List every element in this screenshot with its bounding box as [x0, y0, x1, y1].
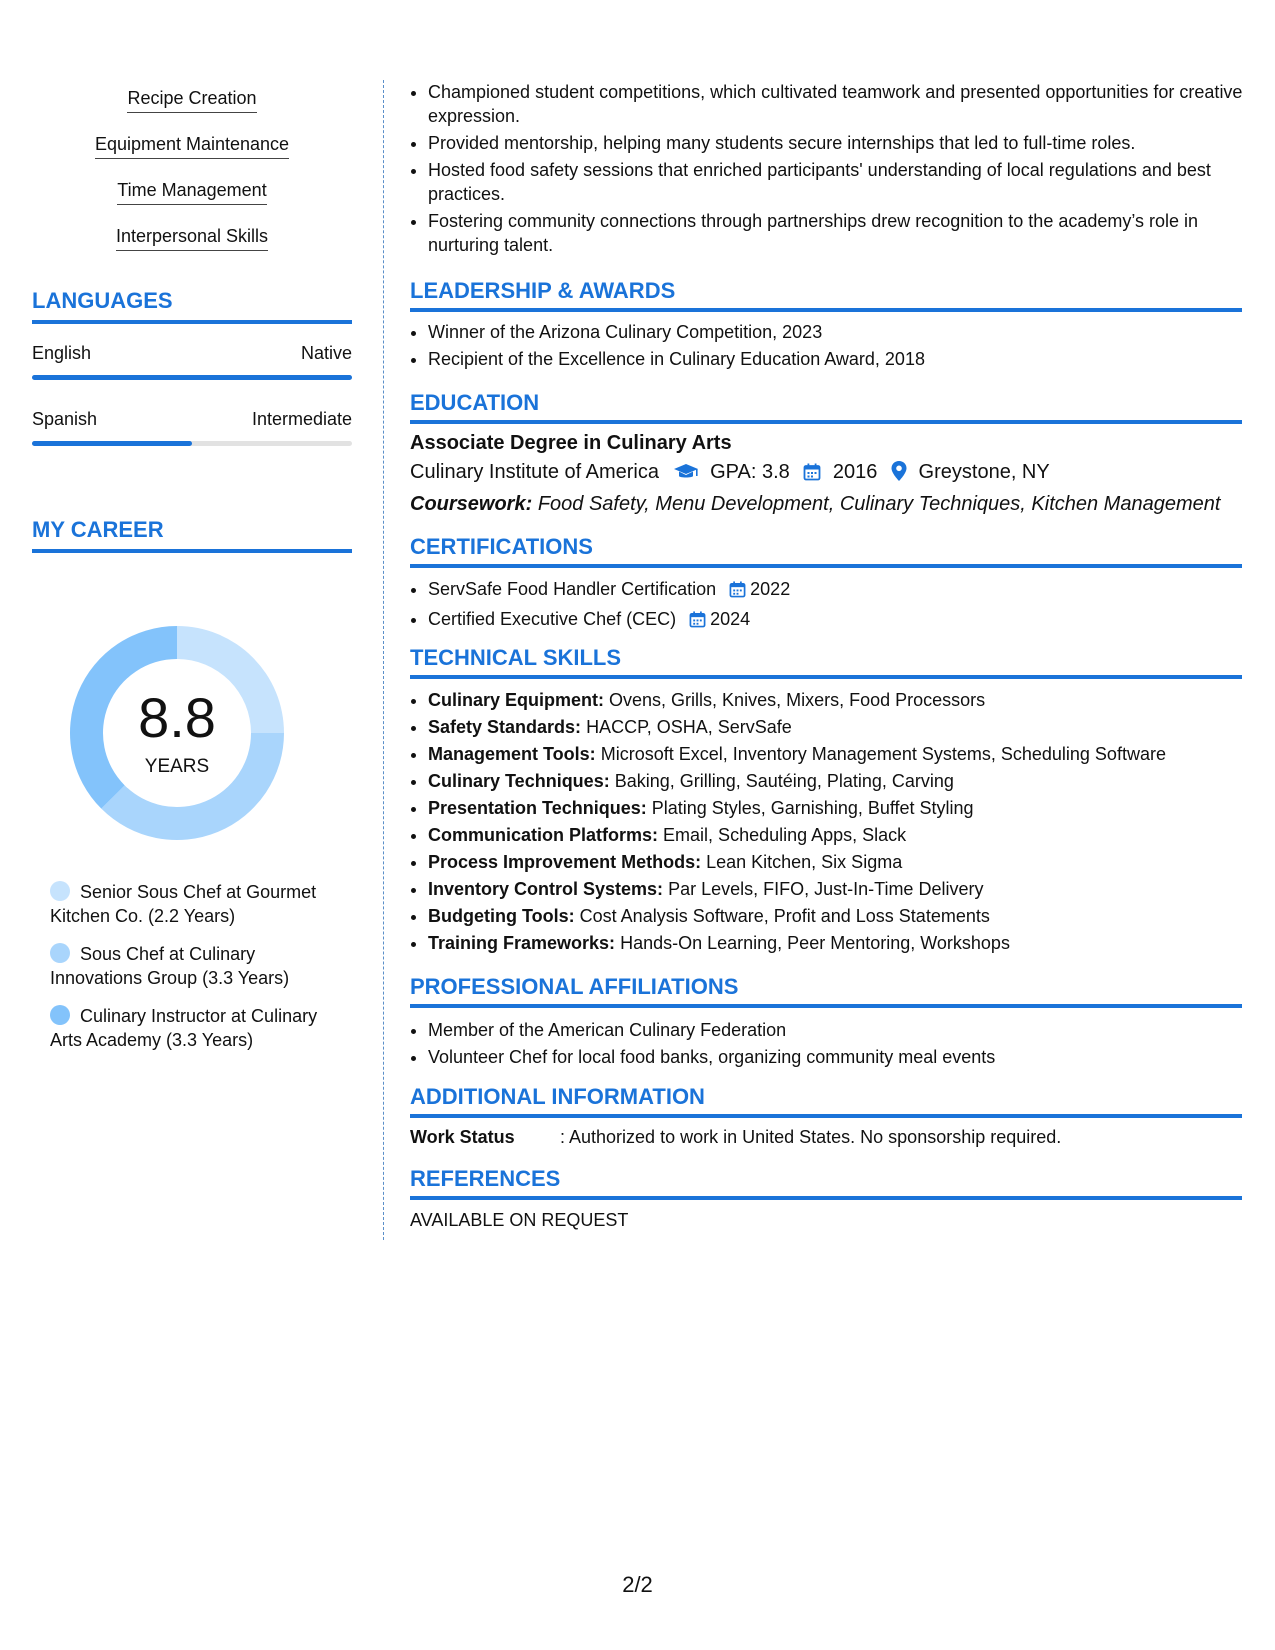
certifications-heading: CERTIFICATIONS	[410, 534, 1242, 568]
career-donut-chart	[64, 620, 290, 846]
skill-item: Equipment Maintenance	[95, 132, 289, 159]
experience-bullets	[410, 80, 1260, 260]
list-item: • Inventory Control Systems: Par Levels, FIFO, Just-In-Time Delivery	[428, 877, 1260, 901]
list-item: • Communication Platforms: Email, Scheduling Apps, Slack	[428, 823, 1260, 847]
coursework-list: Food Safety, Menu Development, Culinary Techniques, Kitchen Management	[537, 493, 1221, 515]
career-legend-label: Sous Chef at Culinary Innovations Group (3.3 Years)	[50, 944, 290, 988]
skill-item: Recipe Creation	[127, 86, 256, 113]
additional-info-heading: ADDITIONAL INFORMATION	[410, 1084, 1242, 1118]
location-pin-icon	[891, 461, 907, 487]
calendar-icon	[803, 463, 821, 487]
list-item: • Training Frameworks: Hands-On Learning, Peer Mentoring, Workshops	[428, 931, 1260, 955]
language-proficiency-fill	[32, 441, 192, 446]
certification-year: 2024	[710, 609, 751, 629]
column-divider	[383, 80, 384, 1240]
education-entry	[410, 432, 1242, 516]
language-level: Native	[300, 343, 352, 363]
work-status-label: Work Status	[410, 1127, 515, 1147]
career-legend-item	[50, 1004, 340, 1052]
skill-item: Time Management	[117, 178, 266, 205]
legend-dot-icon	[50, 943, 70, 963]
list-item: • Volunteer Chef for local food banks, organizing community meal events	[428, 1045, 1260, 1069]
education-heading: EDUCATION	[410, 390, 1242, 424]
career-legend-label: Culinary Instructor at Culinary Arts Academy (3.3 Years)	[50, 1006, 318, 1050]
career-total-years: 8.8	[138, 686, 216, 749]
language-level: Intermediate	[251, 409, 352, 429]
list-item: • Member of the American Culinary Federation	[428, 1018, 1260, 1042]
career-legend-label: Senior Sous Chef at Gourmet Kitchen Co. (2.2 Years)	[50, 882, 317, 926]
degree-title: Associate Degree in Culinary Arts	[410, 432, 732, 454]
career-legend-item	[50, 880, 340, 928]
work-status-value: : Authorized to work in United States. No sponsorship required.	[560, 1127, 1062, 1147]
references-heading: REFERENCES	[410, 1166, 1242, 1200]
graduation-year: 2016	[832, 461, 878, 483]
language-name: Spanish	[32, 409, 98, 429]
languages-heading: LANGUAGES	[32, 288, 352, 324]
list-item: • Presentation Techniques: Plating Styles, Garnishing, Buffet Styling	[428, 796, 1260, 820]
gpa: GPA: 3.8	[710, 461, 790, 483]
skill-item: Interpersonal Skills	[116, 224, 268, 251]
career-years-label: YEARS	[144, 756, 210, 777]
language-proficiency-bar	[32, 375, 352, 380]
list-item: • Safety Standards: HACCP, OSHA, ServSafe	[428, 715, 1260, 739]
school-name: Culinary Institute of America	[410, 461, 659, 483]
technical-skills-heading: TECHNICAL SKILLS	[410, 645, 1242, 679]
list-item: • Winner of the Arizona Culinary Competition, 2023	[428, 320, 1260, 344]
certifications-list	[410, 577, 1260, 637]
list-item: • Recipient of the Excellence in Culinary Education Award, 2018	[428, 347, 1260, 371]
language-proficiency-fill	[32, 375, 352, 380]
school-location: Greystone, NY	[918, 461, 1050, 483]
list-item: • Culinary Equipment: Ovens, Grills, Knives, Mixers, Food Processors	[428, 688, 1260, 712]
career-legend	[50, 880, 340, 1066]
affiliations-list	[410, 1018, 1260, 1072]
soft-skills-list	[32, 86, 352, 270]
legend-dot-icon	[50, 1005, 70, 1025]
calendar-icon	[689, 610, 706, 634]
list-item: • Fostering community connections through partnerships drew recognition to the academy’s role in nurturing talent.	[428, 209, 1260, 257]
certification-year: 2022	[750, 579, 791, 599]
certification-name: ServSafe Food Handler Certification	[428, 579, 717, 599]
leadership-heading: LEADERSHIP & AWARDS	[410, 278, 1242, 312]
page-number: 2/2	[622, 1572, 653, 1597]
calendar-icon	[729, 580, 746, 604]
references-text: AVAILABLE ON REQUEST	[410, 1210, 629, 1230]
language-proficiency-bar	[32, 441, 352, 446]
affiliations-heading: PROFESSIONAL AFFILIATIONS	[410, 974, 1242, 1008]
list-item: • Hosted food safety sessions that enriched participants' understanding of local regulations and best practices.	[428, 158, 1260, 206]
graduation-cap-icon	[673, 463, 699, 487]
leadership-list	[410, 320, 1260, 374]
list-item	[428, 607, 1260, 634]
career-legend-item	[50, 942, 340, 990]
list-item: • Culinary Techniques: Baking, Grilling, Sautéing, Plating, Carving	[428, 769, 1260, 793]
list-item: • Budgeting Tools: Cost Analysis Software, Profit and Loss Statements	[428, 904, 1260, 928]
language-name: English	[32, 343, 92, 363]
list-item: • Process Improvement Methods: Lean Kitchen, Six Sigma	[428, 850, 1260, 874]
list-item: • Management Tools: Microsoft Excel, Inventory Management Systems, Scheduling Software	[428, 742, 1260, 766]
technical-skills-list	[410, 688, 1260, 958]
certification-name: Certified Executive Chef (CEC)	[428, 609, 677, 629]
list-item: • Provided mentorship, helping many students secure internships that led to full-time roles.	[428, 131, 1260, 155]
coursework-label: Coursework:	[410, 493, 533, 515]
career-heading: MY CAREER	[32, 517, 352, 553]
list-item: • Championed student competitions, which cultivated teamwork and presented opportunities for creative expression.	[428, 80, 1260, 128]
legend-dot-icon	[50, 881, 70, 901]
list-item	[428, 577, 1260, 604]
